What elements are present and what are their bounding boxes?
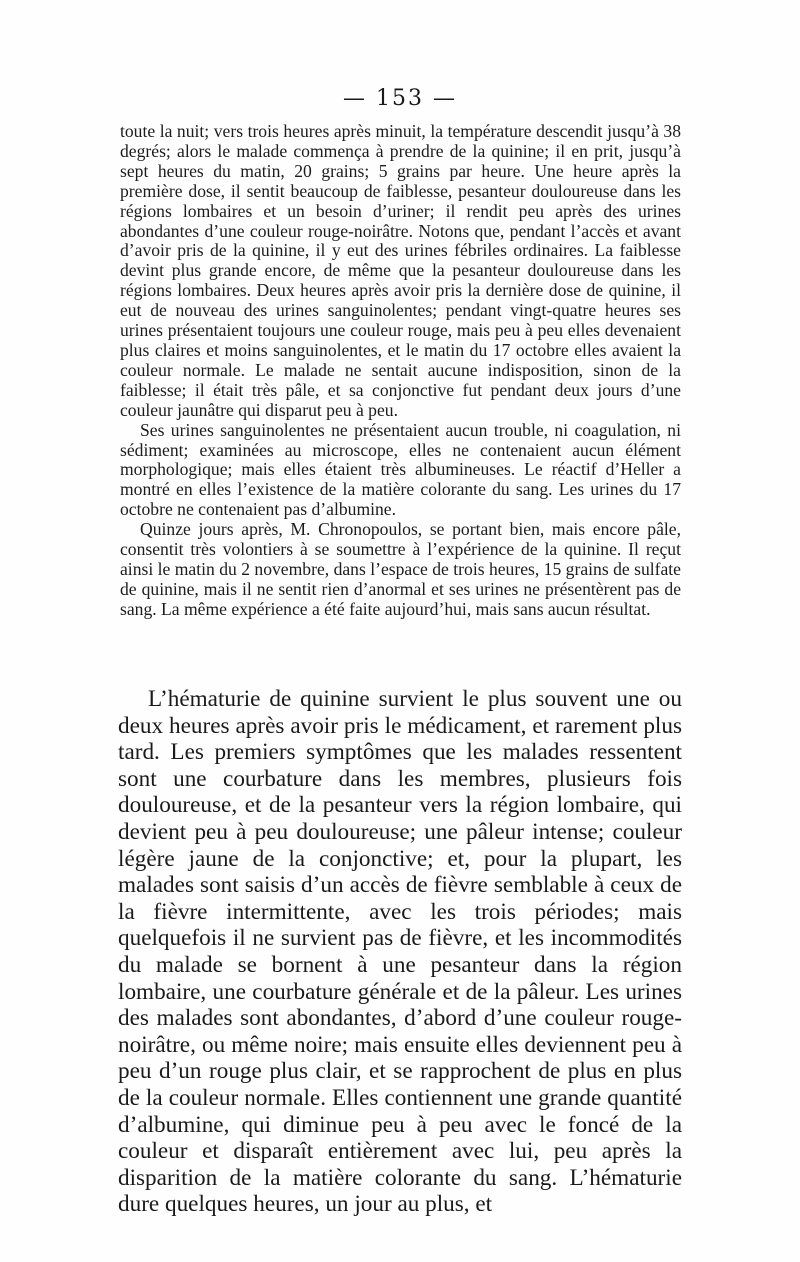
main-body-text — [118, 686, 682, 1218]
case-paragraph: toute la nuit; vers trois heures après minuit, la température descendit jusqu’à 38 degrés; alors le malade commença à prendre de la quinine; il en prit, jusqu’à sept heures du matin, 20 grains; 5 grains par heure. Une heure après la première dose, il sentit beaucoup de faiblesse, pesanteur douloureuse dans les régions lombaires et un besoin d’uriner; il rendit peu après des urines abondantes d’une couleur rouge-noirâtre. Notons que, pendant l’accès et avant d’avoir pris de la quinine, il y eut des urines fébriles ordinaires. La faiblesse devint plus grande encore, de même que la pesanteur douloureuse dans les régions lombaires. Deux heures après avoir pris la dernière dose de quinine, il eut de nouveau des urines sanguinolentes; pendant vingt-quatre heures ses urines présentaient toujours une couleur rouge, mais peu à peu elles devenaient plus claires et moins sanguinolentes, et le matin du 17 octobre elles avaient la couleur normale. Le malade ne sentait aucune indisposition, sinon de la faiblesse; il était très pâle, et sa conjonctive fut pendant deux jours d’une couleur jaunâtre qui disparut peu à peu. — [120, 121, 681, 420]
page-number: — 153 — — [343, 86, 457, 111]
case-paragraph: Quinze jours après, M. Chronopoulos, se portant bien, mais encore pâle, consentit très volontiers à se soumettre à l’expérience de la quinine. Il reçut ainsi le matin du 2 novembre, dans l’espace de trois heures, 15 grains de sulfate de quinine, mais il ne sentit rien d’anormal et ses urines ne présentèrent pas de sang. La même expérience a été faite aujourd’hui, mais sans aucun résultat. — [120, 519, 681, 619]
case-paragraph: Ses urines sanguinolentes ne présentaient aucun trouble, ni coagulation, ni sédiment; examinées au microscope, elles ne contenaient aucun élément morphologique; mais elles étaient très albumineuses. Le réactif d’Heller a montré en elles l’existence de la matière colorante du sang. Les urines du 17 octobre ne contenaient pas d’albumine. — [120, 419, 681, 520]
body-paragraph: L’hématurie de quinine survient le plus souvent une ou deux heures après avoir pris le médicament, et rarement plus tard. Les premiers symptômes que les malades ressentent sont une courbature dans les membres, plusieurs fois douloureuse, et de la pesanteur vers la région lombaire, qui devient peu à peu douloureuse; une pâleur intense; couleur légère jaune de la conjonctive; et, pour la plupart, les malades sont saisis d’un accès de fièvre semblable à ceux de la fièvre intermittente, avec les trois périodes; mais quelquefois il ne survient pas de fièvre, et les incommodités du malade se bornent à une pesanteur dans la région lombaire, une courbature générale et de la pâleur. Les urines des malades sont abondantes, d’abord d’une couleur rouge-noirâtre, ou même noire; mais ensuite elles deviennent peu à peu d’un rouge plus clair, et se rapprochent de plus en plus de la couleur normale. Elles contiennent une grande quantité d’albumine, qui diminue peu à peu avec le foncé de la couleur et disparaît entièrement avec lui, peu après la disparition de la matière colorante du sang. L’hématurie dure quelques heures, un jour au plus, et — [118, 686, 682, 1218]
case-report-text — [120, 122, 681, 620]
